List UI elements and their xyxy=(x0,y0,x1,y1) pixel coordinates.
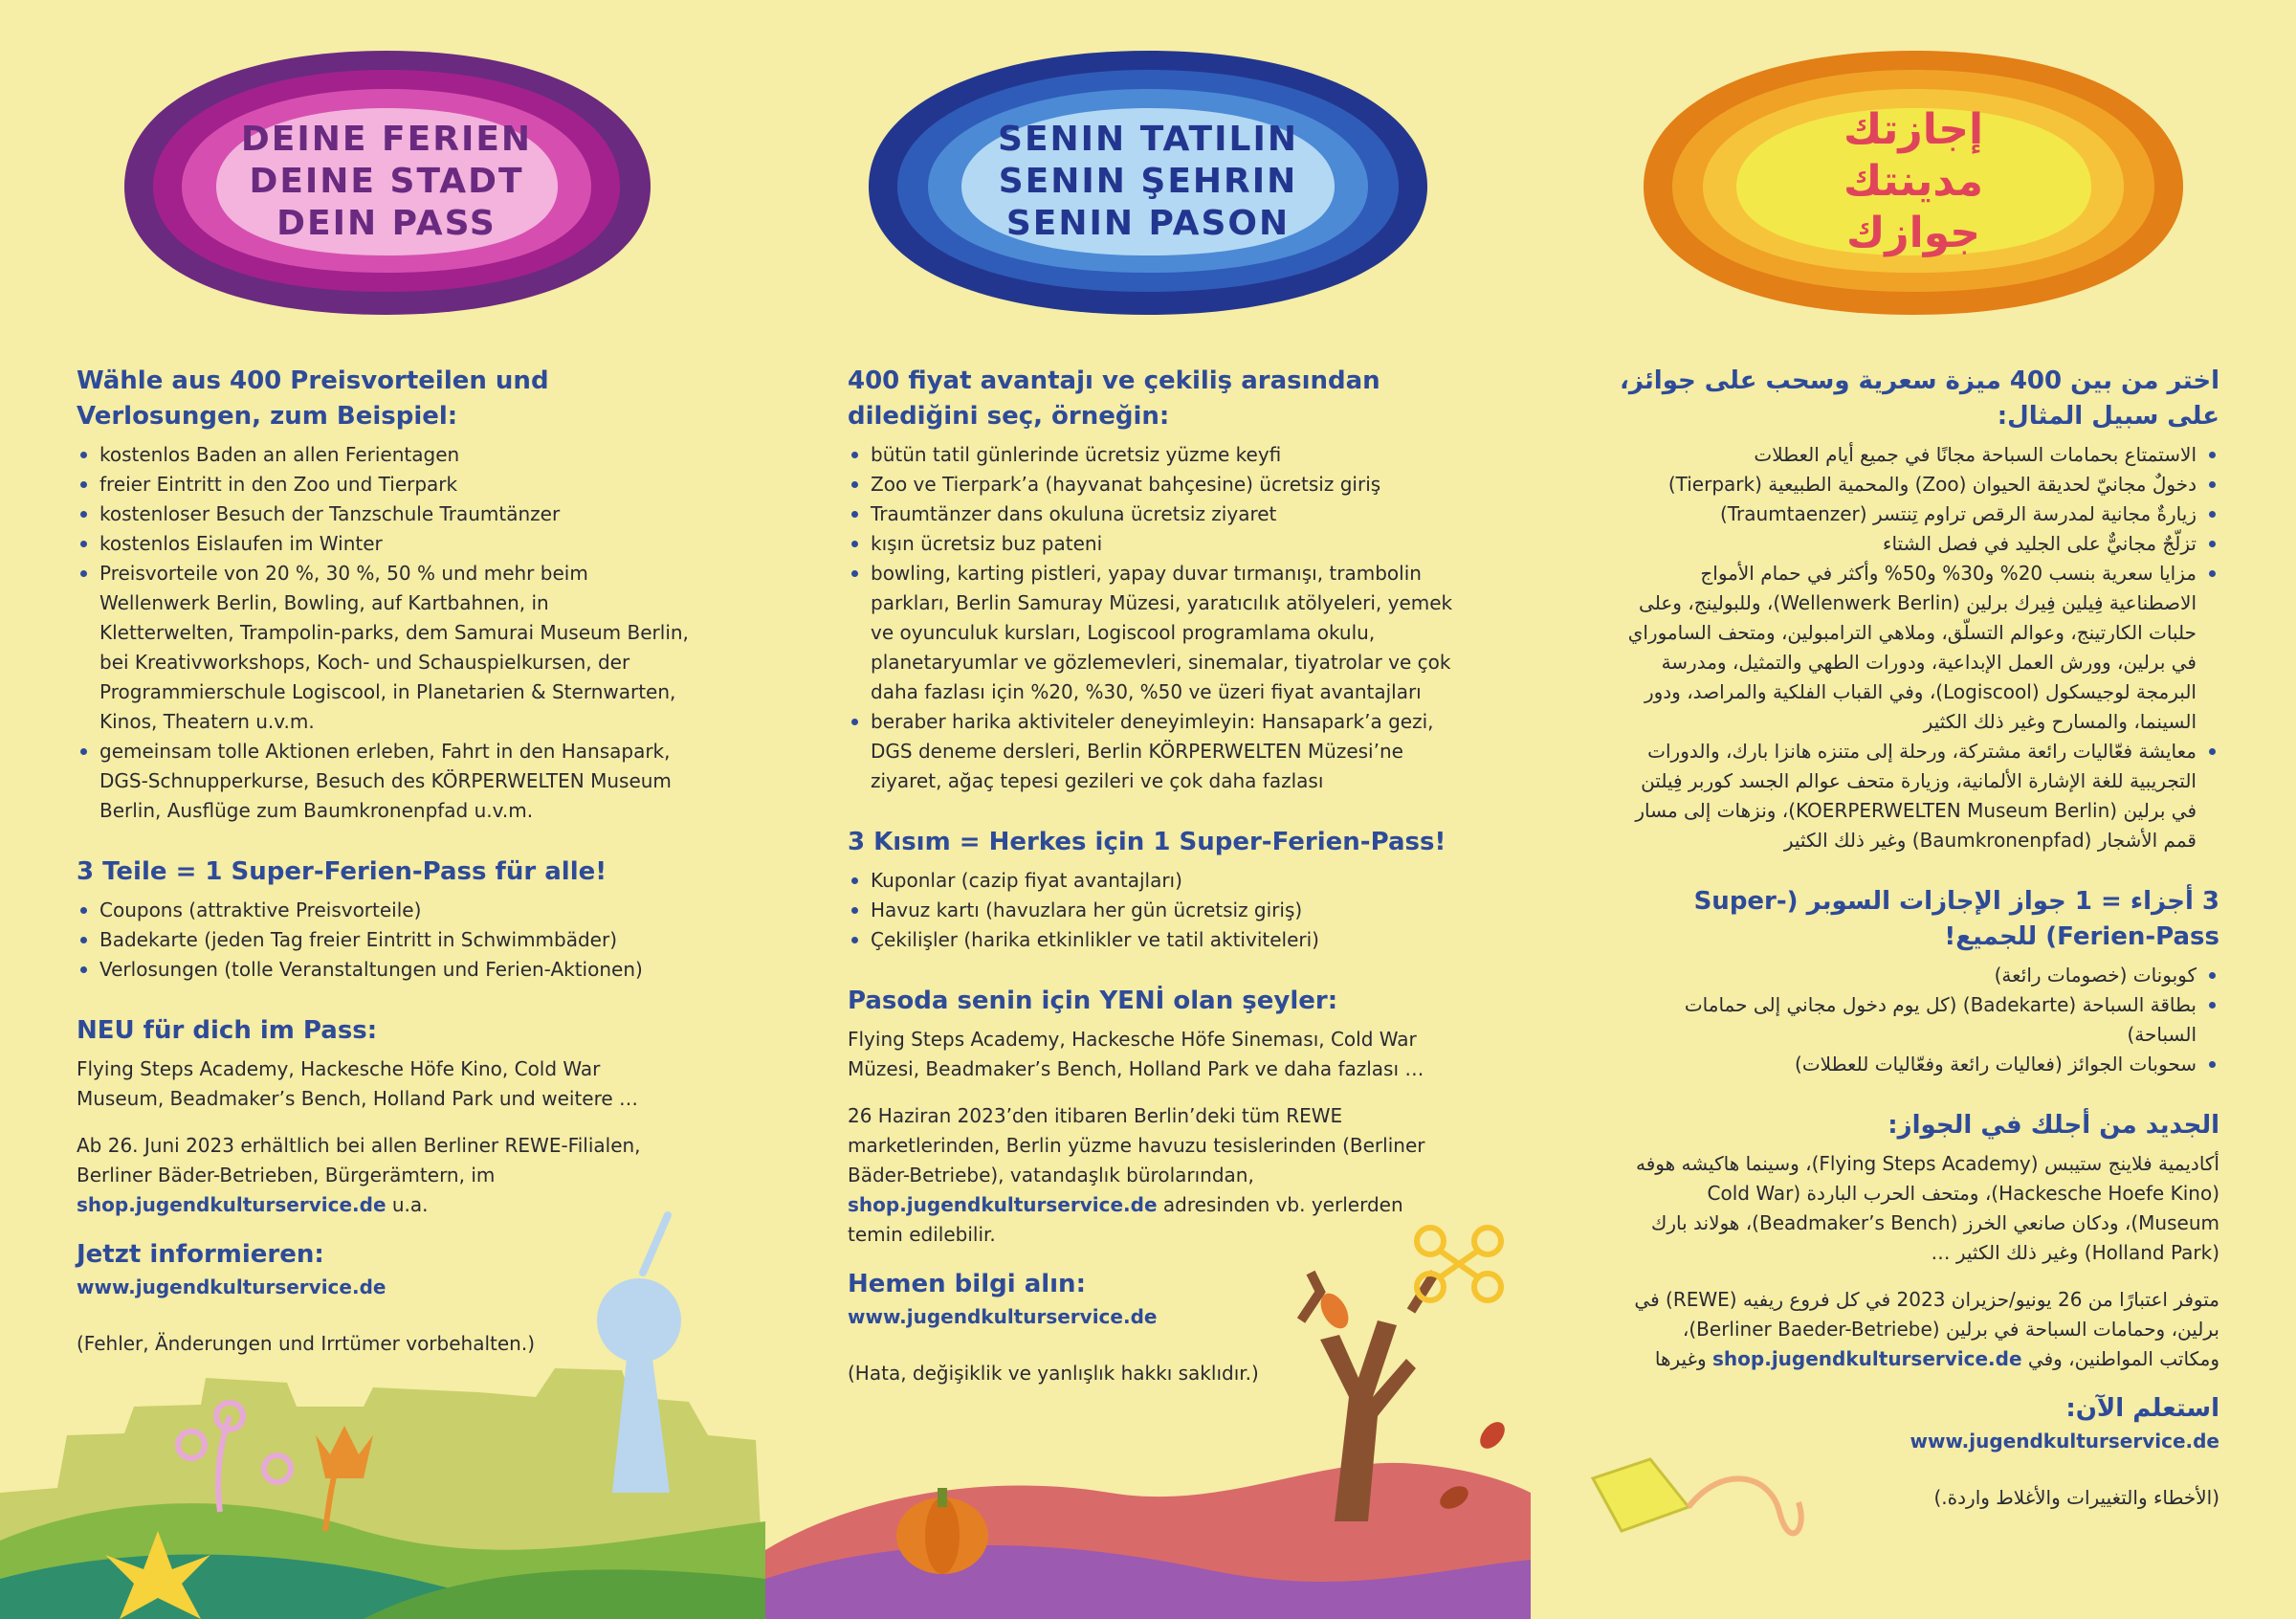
panel-content xyxy=(77,364,689,1376)
badge-line: SENIN ŞEHRIN xyxy=(998,162,1298,201)
badge-line: DEINE STADT xyxy=(249,162,524,201)
list-item: بطاقة السباحة (Badekarte) (كل يوم دخول مجاني إلى حمامات السباحة) xyxy=(1617,990,2197,1050)
title-badge xyxy=(113,43,660,321)
badge-line: DEIN PASS xyxy=(276,204,497,243)
parts-list xyxy=(1617,961,2219,1079)
badge-line: SENIN PASON xyxy=(1005,204,1291,243)
list-item: Çekilişler (harika etkinlikler ve tatil aktiviteleri) xyxy=(871,925,1460,955)
availability-text xyxy=(848,1101,1460,1250)
new-heading: Pasoda senin için YENİ olan şeyler: xyxy=(848,987,1338,1015)
panel-turkish xyxy=(765,0,1531,1619)
list-item: دخولٌ مجانيّ لحديقة الحيوان (Zoo) والمحمية الطبيعية (Tierpark) xyxy=(1617,470,2197,499)
disclaimer: (Hata, değişiklik ve yanlışlık hakkı saklıdır.) xyxy=(848,1362,1259,1385)
availability-tail: adresinden vb. yerlerden temin edilebilir. xyxy=(848,1193,1403,1246)
availability-body: Ab 26. Juni 2023 erhältlich bei allen Berliner REWE-Filialen, Berliner Bäder-Betrieben, Bürgerämtern, im xyxy=(77,1134,641,1187)
list-item: Badekarte (jeden Tag freier Eintritt in Schwimmbäder) xyxy=(99,925,689,955)
list-item: bowling, karting pistleri, yapay duvar tırmanışı, trambolin parkları, Berlin Samuray Müzesi, yaratıcılık atölyeleri, yemek ve oyunculuk kursları, Logiscool programlama okulu, planetaryumlar ve gözlemevleri, sinemalar, tiyatrolar ve çok daha fazlası için %20, %30, %50 ve üzeri fiyat avantajları xyxy=(871,559,1460,707)
list-item: kostenlos Baden an allen Ferientagen xyxy=(99,440,689,470)
badge-line: SENIN TATILIN xyxy=(998,120,1298,159)
disclaimer: (الأخطاء والتغييرات والأغلاط واردة.) xyxy=(1933,1486,2219,1509)
parts-heading: 3 أجزاء = 1 جواز الإجازات السوبر (Super-Ferien-Pass) للجميع! xyxy=(1693,887,2219,951)
website-link[interactable]: www.jugendkulturservice.de xyxy=(77,1275,386,1298)
info-heading: استعلم الآن: xyxy=(2065,1394,2219,1423)
parts-heading: 3 Teile = 1 Super-Ferien-Pass für alle! xyxy=(77,857,607,886)
website-link[interactable]: www.jugendkulturservice.de xyxy=(848,1305,1158,1328)
availability-tail: وغيرها xyxy=(1654,1347,1713,1370)
intro-heading: Wähle aus 400 Preisvorteilen und Verlosungen, zum Beispiel: xyxy=(77,366,549,431)
badge-line: DEINE FERIEN xyxy=(240,120,533,159)
new-heading: NEU für dich im Pass: xyxy=(77,1016,378,1045)
list-item: تزلّجٌ مجانيٌّ على الجليد في فصل الشتاء xyxy=(1617,529,2197,559)
list-item: Coupons (attraktive Preisvorteile) xyxy=(99,896,689,925)
intro-heading: اختر من بين 400 ميزة سعرية وسحب على جوائز، على سبيل المثال: xyxy=(1619,366,2219,431)
title-badge xyxy=(861,43,1435,321)
list-item: gemeinsam tolle Aktionen erleben, Fahrt in den Hansapark, DGS-Schnupperkurse, Besuch des KÖRPERWELTEN Museum Berlin, Ausflüge zum Baumkronenpfad u.v.m. xyxy=(99,737,689,826)
list-item: معايشة فعّاليات رائعة مشتركة، ورحلة إلى متنزه هانزا بارك، والدورات التجريبية للغة الإشارة الألمانية، وزيارة متحف عوالم الجسد كوربر فِيلتن في برلين (KOERPERWELTEN Museum Berlin)، ونزهات إلى مسار قمم الأشجار (Baumkronenpfad) وغير ذلك الكثير xyxy=(1617,737,2197,855)
parts-list xyxy=(848,866,1460,955)
parts-list xyxy=(77,896,689,985)
shop-link[interactable]: shop.jugendkulturservice.de xyxy=(1712,1347,2022,1370)
list-item: kışın ücretsiz buz pateni xyxy=(871,529,1460,559)
list-item: كوبونات (خصومات رائعة) xyxy=(1617,961,2197,990)
list-item: Kuponlar (cazip fiyat avantajları) xyxy=(871,866,1460,896)
panel-content xyxy=(1617,364,2219,1530)
title-badge xyxy=(1636,43,2191,321)
availability-body: متوفر اعتبارًا من 26 يونيو/حزيران 2023 في كل فروع ريفيه (REWE) في برلين، وحمامات السباحة في برلين (Berliner Baeder-Betriebe)، ومكاتب المواطنين، وفي xyxy=(1634,1288,2219,1370)
availability-tail: u.a. xyxy=(386,1193,429,1216)
info-heading: Jetzt informieren: xyxy=(77,1240,324,1269)
shop-link[interactable]: shop.jugendkulturservice.de xyxy=(77,1193,386,1216)
list-item: Preisvorteile von 20 %, 30 %, 50 % und mehr beim Wellenwerk Berlin, Bowling, auf Kartbahnen, in Kletterwelten, Trampolin-parks, dem Samurai Museum Berlin, bei Kreativworkshops, Koch- und Schauspielkursen, der Programmierschule Logiscool, in Planetarien & Sternwarten, Kinos, Theatern u.v.m. xyxy=(99,559,689,737)
badge-line: جوازك xyxy=(1845,209,1981,257)
new-text: أكاديمية فلاينج ستيبس (Flying Steps Academy)، وسينما هاكيشه هوفه (Hackesche Hoefe Kino)، ومتحف الحرب الباردة (Cold War Museum)، ودكان صانعي الخرز (Beadmaker’s Bench)، هولاند بارك (Holland Park) وغير ذلك الكثير … xyxy=(1635,1152,2219,1264)
list-item: Traumtänzer dans okuluna ücretsiz ziyaret xyxy=(871,499,1460,529)
list-item: kostenlos Eislaufen im Winter xyxy=(99,529,689,559)
list-item: kostenloser Besuch der Tanzschule Traumtänzer xyxy=(99,499,689,529)
list-item: مزايا سعرية بنسب 20% و30% و50% وأكثر في حمام الأمواج الاصطناعية فِيلين فِيرك برلين (Wellenwerk Berlin)، وللبولينج، وعلى حلبات الكارتينج، وعوالم التسلّق، وملاهي الترامبولين، ومتحف الساموراي في برلين، وورش العمل الإبداعية، ودورات الطهي والتمثيل، ومدرسة البرمجة لوجيسكول (Logiscool)، وفي القباب الفلكية والمراصد، ودور السينما، والمسارح وغير ذلك الكثير xyxy=(1617,559,2197,737)
parts-heading: 3 Kısım = Herkes için 1 Super-Ferien-Pass! xyxy=(848,828,1446,856)
badge-line: إجازتك xyxy=(1843,105,1984,154)
disclaimer: (Fehler, Änderungen und Irrtümer vorbehalten.) xyxy=(77,1332,536,1355)
info-heading: Hemen bilgi alın: xyxy=(848,1270,1086,1298)
badge-line: مدينتك xyxy=(1843,157,1984,206)
list-item: beraber harika aktiviteler deneyimleyin: Hansapark’a gezi, DGS deneme dersleri, Berlin KÖRPERWELTEN Müzesi’ne ziyaret, ağaç tepesi gezileri ve çok daha fazlası xyxy=(871,707,1460,796)
intro-list xyxy=(77,440,689,826)
availability-text xyxy=(1617,1285,2219,1374)
list-item: Zoo ve Tierpark’a (hayvanat bahçesine) ücretsiz giriş xyxy=(871,470,1460,499)
panel-arabic xyxy=(1531,0,2296,1619)
list-item: Havuz kartı (havuzlara her gün ücretsiz giriş) xyxy=(871,896,1460,925)
list-item: الاستمتاع بحمامات السباحة مجانًا في جميع أيام العطلات xyxy=(1617,440,2197,470)
panel-german xyxy=(0,0,765,1619)
list-item: bütün tatil günlerinde ücretsiz yüzme keyfi xyxy=(871,440,1460,470)
intro-list xyxy=(1617,440,2219,855)
new-text: Flying Steps Academy, Hackesche Höfe Kino, Cold War Museum, Beadmaker’s Bench, Holland Park und weitere … xyxy=(77,1057,639,1110)
list-item: سحوبات الجوائز (فعاليات رائعة وفعّاليات للعطلات) xyxy=(1617,1050,2197,1079)
new-text: Flying Steps Academy, Hackesche Höfe Sineması, Cold War Müzesi, Beadmaker’s Bench, Holland Park ve daha fazlası … xyxy=(848,1028,1424,1080)
new-heading: الجديد من أجلك في الجواز: xyxy=(1888,1111,2219,1140)
website-link[interactable]: www.jugendkulturservice.de xyxy=(1910,1430,2219,1453)
intro-heading: 400 fiyat avantajı ve çekiliş arasından dilediğini seç, örneğin: xyxy=(848,366,1380,431)
intro-list xyxy=(848,440,1460,796)
list-item: freier Eintritt in den Zoo und Tierpark xyxy=(99,470,689,499)
shop-link[interactable]: shop.jugendkulturservice.de xyxy=(848,1193,1158,1216)
panel-content xyxy=(848,364,1460,1406)
list-item: Verlosungen (tolle Veranstaltungen und Ferien-Aktionen) xyxy=(99,955,689,985)
list-item: زيارةٌ مجانية لمدرسة الرقص تراوم تِنتسر (Traumtaenzer) xyxy=(1617,499,2197,529)
availability-text xyxy=(77,1131,689,1220)
availability-body: 26 Haziran 2023’den itibaren Berlin’deki tüm REWE marketlerinden, Berlin yüzme havuzu tesislerinden (Berliner Bäder-Betriebe), vatandaşlık bürolarından, xyxy=(848,1104,1425,1187)
